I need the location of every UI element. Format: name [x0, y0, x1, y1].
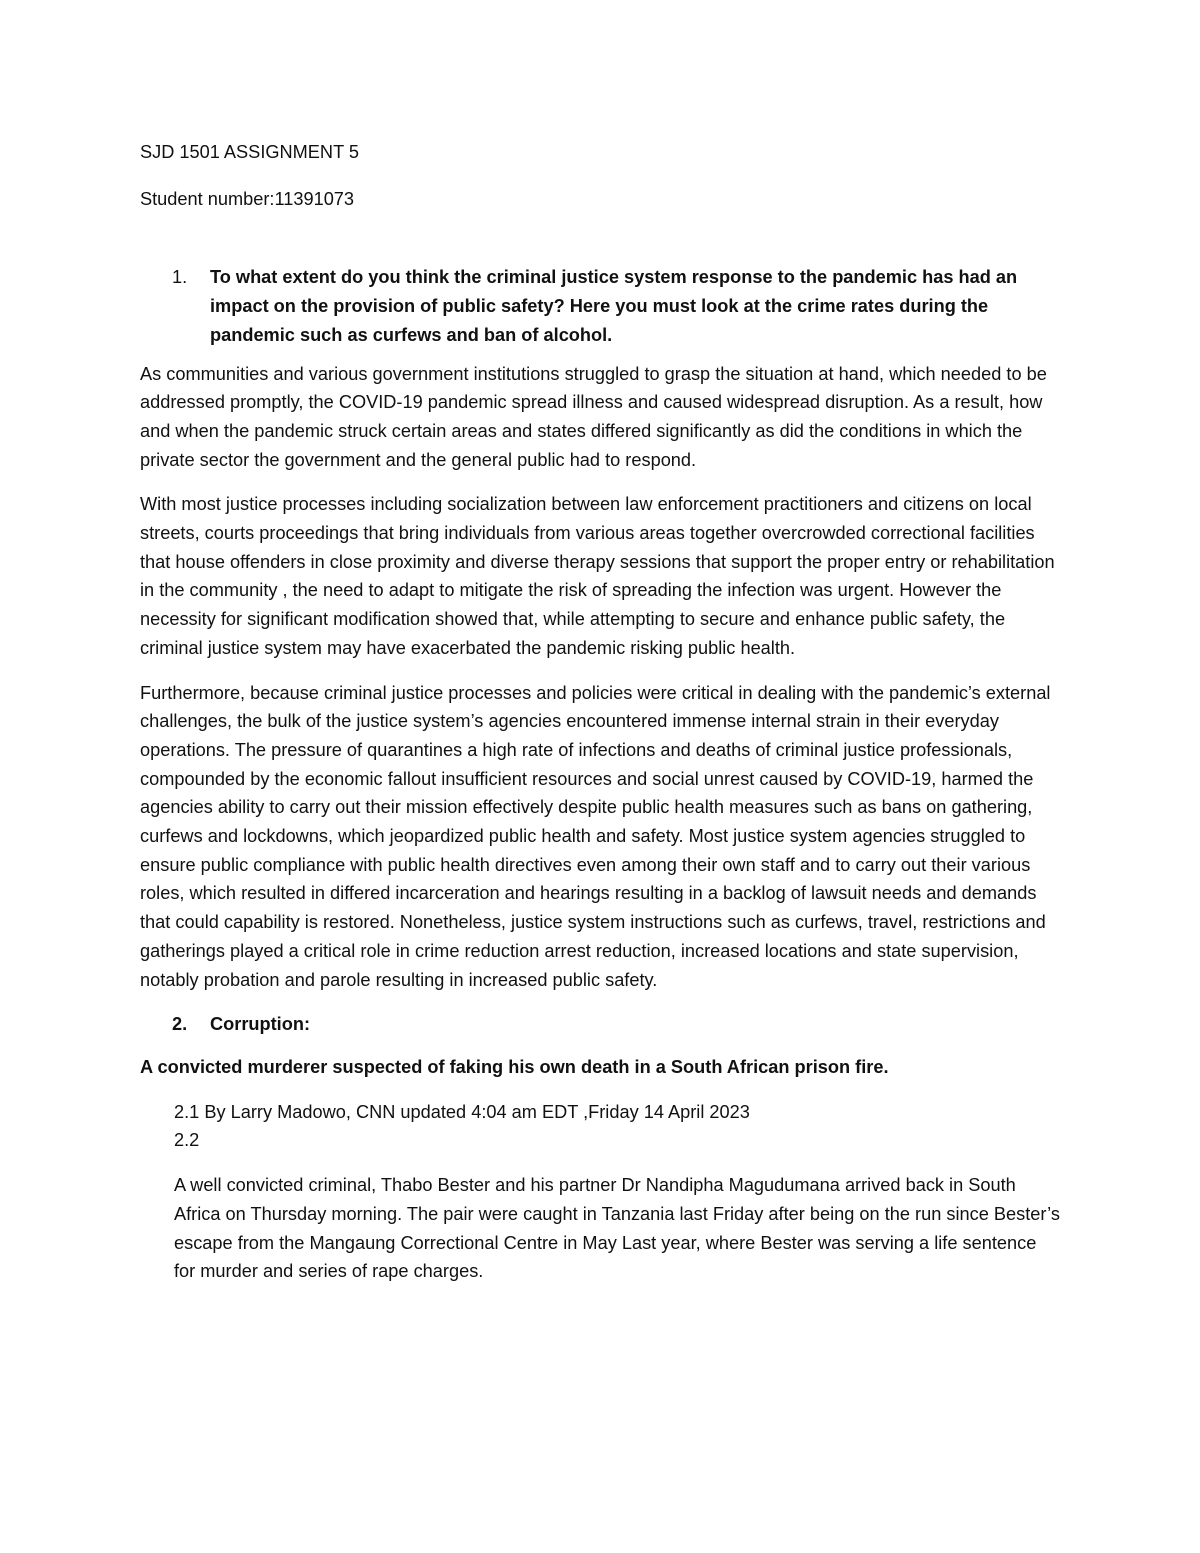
document-title: SJD 1501 ASSIGNMENT 5 [140, 142, 360, 162]
article-byline: 2.1 By Larry Madowo, CNN updated 4:04 am EDT ,Friday 14 April 2023 [174, 1101, 750, 1122]
question-2-label: Corruption: [210, 1014, 311, 1035]
article-body: A well convicted criminal, Thabo Bester and his partner Dr Nandipha Magudumana arrived back in South Africa on Thursday morning. The pair were caught in Tanzania last Friday after being on the run since Bester’s escape from the Mangaung Correctional Centre in May Last year, where Bester was serving a life sentence for murder and series of rape charges. [174, 1175, 1060, 1282]
question-1-number: 1. [172, 267, 188, 288]
article-headline: A convicted murderer suspected of faking his own death in a South African prison fire. [140, 1056, 889, 1077]
section-2-2-label: 2.2 [174, 1130, 200, 1151]
article-block [140, 1098, 1060, 1286]
question-2-number: 2. [172, 1014, 188, 1035]
question-1-text: To what extent do you think the criminal justice system response to the pandemic has had an impact on the provision of public safety? Here you must look at the crime rates during the pandemic such as curfews and ban of alcohol. [210, 267, 1018, 345]
answer-paragraph-3: Furthermore, because criminal justice processes and policies were critical in dealing with the pandemic’s external challenges, the bulk of the justice system’s agencies encountered immense internal strain in their everyday operations. The pressure of quarantines a high rate of infections and deaths of criminal justice professionals, compounded by the economic fallout insufficient resources and social unrest caused by COVID-19, harmed the agencies ability to carry out their mission effectively despite public health measures such as bans on gathering, curfews and lockdowns, which jeopardized public health and safety. Most justice system agencies struggled to ensure public compliance with public health directives even among their own staff and to carry out their various roles, which resulted in differed incarceration and hearings resulting in a backlog of lawsuit needs and demands that could capability is restored. Nonetheless, justice system instructions such as curfews, travel, restrictions and gatherings played a critical role in crime reduction arrest reduction, increased locations and state supervision, notably probation and parole resulting in increased public safety. [140, 682, 1051, 990]
question-2 [140, 1010, 1060, 1039]
answer-paragraph-2: With most justice processes including socialization between law enforcement practitioners and citizens on local streets, courts proceedings that bring individuals from various areas together overcrowded correctional facilities that house offenders in close proximity and diverse therapy sessions that support the proper entry or rehabilitation in the community , the need to adapt to mitigate the risk of spreading the infection was urgent. However the necessity for significant modification showed that, while attempting to secure and enhance public safety, the criminal justice system may have exacerbated the pandemic risking public health. [140, 494, 1055, 658]
document-page [140, 138, 1060, 1286]
question-1 [140, 263, 1060, 349]
answer-paragraph-1: As communities and various government institutions struggled to grasp the situation at hand, which needed to be addressed promptly, the COVID-19 pandemic spread illness and caused widespread disruption. As a result, how and when the pandemic struck certain areas and states differed significantly as did the conditions in which the private sector the government and the general public had to respond. [140, 363, 1047, 470]
student-number: Student number:11391073 [140, 188, 355, 209]
